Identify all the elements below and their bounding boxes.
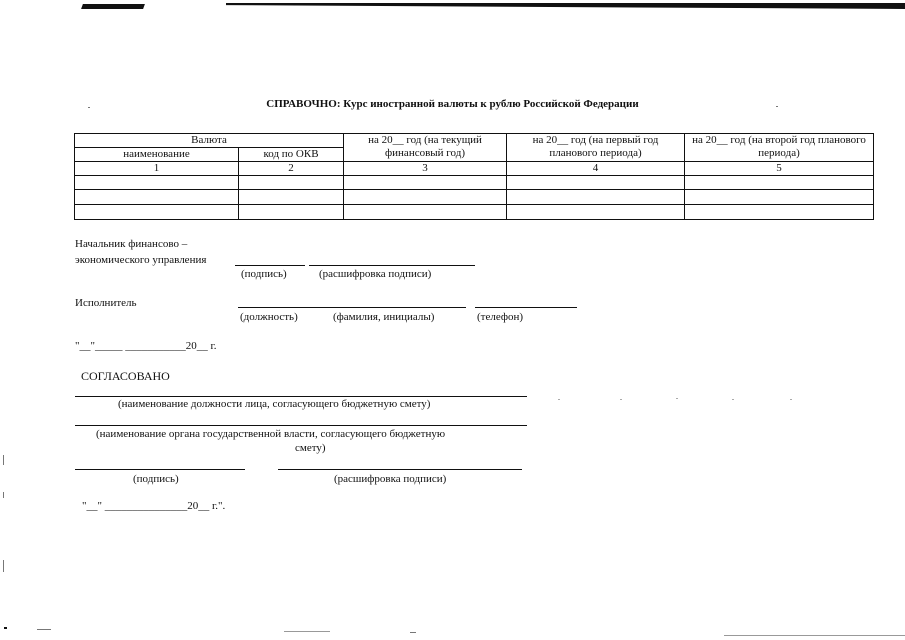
approval-decoding-line: [278, 469, 522, 470]
column-number: 5: [685, 162, 874, 176]
scan-speck: [37, 629, 51, 630]
column-number: 1: [75, 162, 239, 176]
scan-speck: [3, 560, 4, 572]
scan-speck: [284, 631, 330, 632]
executor-phone-line: [475, 307, 577, 308]
scan-speck: [790, 399, 792, 400]
currency-rate-table: [74, 133, 874, 220]
table-row: [75, 205, 874, 220]
approval-decoding-caption: (расшифровка подписи): [334, 473, 447, 485]
scan-speck: [4, 627, 7, 629]
scan-speck: [732, 399, 734, 400]
column-number: 2: [239, 162, 344, 176]
approval-date-line: "__" _______________20__ г.".: [82, 500, 226, 512]
header-current-year: на 20__ год (на текущий финансовый год): [344, 134, 507, 162]
executor-name-caption: (фамилия, инициалы): [333, 311, 435, 323]
date-line: "__"_____ ___________20__ г.: [75, 340, 217, 352]
header-plan-year-2: на 20__ год (на второй год планового периода): [685, 134, 874, 162]
head-signature-caption: (подпись): [241, 268, 287, 280]
page-title: СПРАВОЧНО: Курс иностранной валюты к рублю Российской Федерации: [266, 98, 639, 110]
column-number: 3: [344, 162, 507, 176]
header-plan-year-1: на 20__ год (на первый год планового периода): [507, 134, 685, 162]
column-number: 4: [507, 162, 685, 176]
approval-authority-caption-1: (наименование органа государственной власти, согласующего бюджетную: [96, 428, 446, 440]
table-row: [75, 176, 874, 190]
head-signature-line: [235, 265, 305, 266]
table-header-row: [75, 134, 874, 148]
executor-label: Исполнитель: [75, 297, 137, 309]
approval-official-line: [75, 396, 527, 397]
header-currency: Валюта: [75, 134, 344, 148]
table-row: [75, 190, 874, 205]
table-number-row: [75, 162, 874, 176]
scan-edge-mark-right: [226, 3, 905, 9]
head-decoding-line: [309, 265, 475, 266]
executor-position-caption: (должность): [240, 311, 298, 323]
scan-speck: [676, 398, 678, 399]
scan-speck: [724, 635, 905, 636]
scan-speck: [410, 632, 416, 633]
header-code: код по ОКВ: [239, 148, 344, 162]
scan-speck: [558, 399, 560, 400]
head-title-line1: Начальник финансово –: [75, 238, 188, 250]
scan-edge-mark-left: [81, 4, 145, 9]
head-title-line2: экономического управления: [75, 254, 207, 266]
header-name: наименование: [75, 148, 239, 162]
executor-position-line: [238, 307, 466, 308]
approval-official-caption: (наименование должности лица, согласующего бюджетную смету): [118, 398, 431, 410]
scan-speck: [3, 492, 4, 498]
approval-authority-line: [75, 425, 527, 426]
approval-signature-caption: (подпись): [133, 473, 179, 485]
scan-speck: [3, 455, 4, 465]
approval-signature-line: [75, 469, 245, 470]
executor-phone-caption: (телефон): [477, 311, 524, 323]
scan-speck: [620, 399, 622, 400]
approval-heading: СОГЛАСОВАНО: [81, 369, 170, 383]
head-decoding-caption: (расшифровка подписи): [319, 268, 432, 280]
approval-authority-caption-2: смету): [295, 442, 326, 454]
